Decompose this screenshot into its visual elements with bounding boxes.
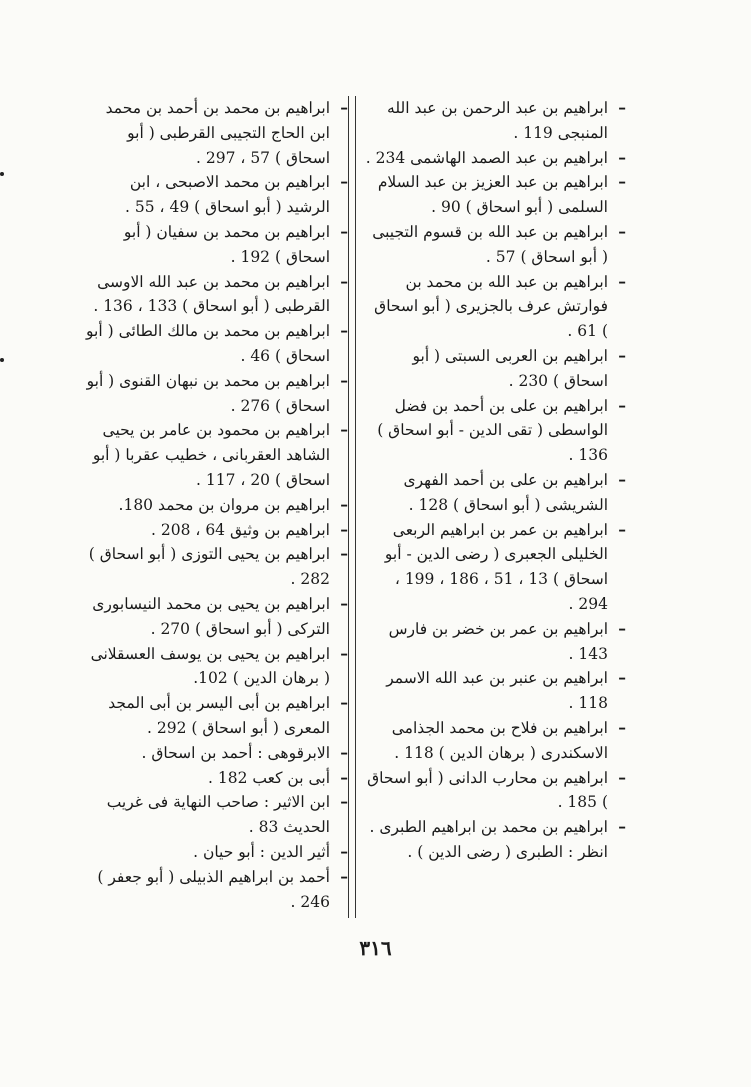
entry-text: ابراهيم بن عبد الصمد الهاشمى 234 . xyxy=(365,148,608,167)
entry-text: ابراهيم بن أبى اليسر بن أبى المجد المعرى ( أبو اسحاق ) 292 . xyxy=(108,694,330,737)
entry-text: أبى بن كعب 182 . xyxy=(208,768,330,787)
index-entry xyxy=(364,96,626,146)
index-entry xyxy=(86,270,348,320)
entry-dash: – xyxy=(340,494,348,514)
margin-speck xyxy=(0,172,4,176)
index-column-left xyxy=(86,96,348,914)
entry-text: ابراهيم بن العربى السبتى ( أبو اسحاق ) 230 . xyxy=(412,346,608,390)
index-entry xyxy=(364,815,626,865)
entry-dash: – xyxy=(340,866,348,886)
entry-text: ابراهيم بن محمد بن نبهان القنوى ( أبو اسحاق ) 276 . xyxy=(86,371,330,415)
entry-text: الابرقوهى : أحمد بن اسحاق . xyxy=(141,743,330,762)
index-entry xyxy=(86,369,348,419)
entry-dash: – xyxy=(618,147,626,167)
entry-text: ابراهيم بن عبد الرحمن بن عبد الله المنبجى 119 . xyxy=(387,99,608,142)
entry-dash: – xyxy=(340,321,348,341)
entry-text: ابراهيم بن محمد الاصبحى ، ابن الرشيد ( أبو اسحاق ) 49 ، 55 . xyxy=(125,173,330,217)
entry-dash: – xyxy=(340,271,348,291)
entry-dash: – xyxy=(618,395,626,415)
entry-text: ابراهيم بن على بن أحمد الفهرى الشريشى ( أبو اسحاق ) 128 . xyxy=(403,470,608,514)
index-entry xyxy=(364,394,626,468)
entry-text: ابراهيم بن يحيى بن يوسف العسقلانى ( برهان الدين ) 102. xyxy=(90,644,330,688)
index-entry xyxy=(86,865,348,915)
entry-dash: – xyxy=(340,841,348,861)
index-entry xyxy=(86,220,348,270)
entry-text: ابراهيم بن محمد بن عبد الله الاوسى القرطبى ( أبو اسحاق ) 133 ، 136 . xyxy=(93,272,330,316)
index-entry xyxy=(364,716,626,766)
entry-dash: – xyxy=(340,370,348,390)
index-entry xyxy=(364,518,626,617)
entry-text: ابراهيم بن محمود بن عامر بن يحيى الشاهد العقربانى ، خطيب عقربا ( أبو اسحاق ) 20 ، 117 . xyxy=(92,421,330,489)
index-entry xyxy=(86,319,348,369)
index-entry xyxy=(86,840,348,865)
entry-text: ابراهيم بن محمد بن سفيان ( أبو اسحاق ) 192 . xyxy=(123,222,330,266)
entry-dash: – xyxy=(618,668,626,688)
entry-text: ابراهيم بن مروان بن محمد 180. xyxy=(118,495,330,514)
index-entry xyxy=(86,766,348,791)
entry-text: ابراهيم بن فلاح بن محمد الجذامى الاسكندرى ( برهان الدين ) 118 . xyxy=(391,718,608,762)
column-divider xyxy=(348,96,356,918)
entry-dash: – xyxy=(340,544,348,564)
entry-dash: – xyxy=(618,172,626,192)
index-entry xyxy=(86,642,348,692)
entry-text: ابراهيم بن على بن أحمد بن فضل الواسطى ( تقى الدين - أبو اسحاق ) 136 . xyxy=(377,396,608,465)
entry-text: ابراهيم بن محمد بن ابراهيم الطبرى . انظر : الطبرى ( رضى الدين ) . xyxy=(369,818,608,861)
entry-dash: – xyxy=(618,345,626,365)
entry-text: ابراهيم بن محمد بن أحمد بن محمد ابن الحاج التجيبى القرطبى ( أبو اسحاق ) 57 ، 297 . xyxy=(105,99,330,167)
entry-text: ابراهيم بن وثيق 64 ، 208 . xyxy=(151,520,330,539)
margin-speck xyxy=(0,358,4,362)
entry-dash: – xyxy=(340,643,348,663)
index-entry xyxy=(364,220,626,270)
entry-dash: – xyxy=(618,221,626,241)
entry-dash: – xyxy=(618,271,626,291)
index-entry xyxy=(86,418,348,492)
index-entry xyxy=(364,344,626,394)
entry-text: ابن الاثير : صاحب النهاية فى غريب الحديث 83 . xyxy=(106,793,330,837)
entry-dash: – xyxy=(618,519,626,539)
entry-text: ابراهيم بن عنبر بن عبد الله الاسمر 118 . xyxy=(386,669,608,713)
entry-text: ابراهيم بن عمر بن ابراهيم الربعى الخليلى الجعبرى ( رضى الدين - أبو اسحاق ) 13 ، 51 ، 186 ، 199 ، 294 . xyxy=(384,520,608,613)
entry-text: ابراهيم بن عمر بن خضر بن فارس 143 . xyxy=(388,619,608,663)
index-entry xyxy=(364,146,626,171)
index-entry xyxy=(364,617,626,667)
index-entry xyxy=(86,592,348,642)
entry-dash: – xyxy=(340,420,348,440)
entry-dash: – xyxy=(618,469,626,489)
entry-text: ابراهيم بن يحيى بن محمد النيسابورى التركى ( أبو اسحاق ) 270 . xyxy=(92,594,330,638)
entry-dash: – xyxy=(618,618,626,638)
index-entry xyxy=(86,741,348,766)
entry-dash: – xyxy=(340,742,348,762)
index-entry xyxy=(86,691,348,741)
index-entry xyxy=(364,666,626,716)
entry-dash: – xyxy=(340,172,348,192)
index-entry xyxy=(364,766,626,816)
entry-text: أثير الدين : أبو حيان . xyxy=(193,842,330,861)
entry-text: أحمد بن ابراهيم الذبيلى ( أبو جعفر ) 246 . xyxy=(97,867,330,911)
index-entry xyxy=(86,170,348,220)
entry-dash: – xyxy=(340,519,348,539)
entry-text: ابراهيم بن عبد الله بن قسوم التجيبى ( أبو اسحاق ) 57 . xyxy=(372,222,608,266)
entry-dash: – xyxy=(340,693,348,713)
entry-dash: – xyxy=(618,98,626,117)
index-column-right xyxy=(364,96,626,865)
entry-text: ابراهيم بن يحيى التوزى ( أبو اسحاق ) 282 . xyxy=(88,545,330,589)
entry-dash: – xyxy=(340,593,348,613)
entry-dash: – xyxy=(340,792,348,812)
entry-text: ابراهيم بن محمد بن مالك الطائى ( أبو اسحاق ) 46 . xyxy=(86,322,330,365)
entry-text: ابراهيم بن محارب الدانى ( أبو اسحاق ) 185 . xyxy=(367,768,608,812)
entry-dash: – xyxy=(340,98,348,117)
index-entry xyxy=(86,790,348,840)
index-entry xyxy=(364,270,626,344)
entry-dash: – xyxy=(618,817,626,837)
entry-dash: – xyxy=(340,767,348,787)
entry-dash: – xyxy=(340,221,348,241)
entry-text: ابراهيم بن عبد الله بن محمد بن فوارتش عرف بالجزيرى ( أبو اسحاق ) 61 . xyxy=(374,272,608,341)
index-entry xyxy=(364,170,626,220)
index-entry xyxy=(86,518,348,543)
page-number: ٣١٦ xyxy=(359,936,392,960)
index-entry xyxy=(86,96,348,170)
index-entry xyxy=(364,468,626,518)
entry-text: ابراهيم بن عبد العزيز بن عبد السلام السلمى ( أبو اسحاق ) 90 . xyxy=(377,173,608,217)
index-entry xyxy=(86,542,348,592)
entry-dash: – xyxy=(618,767,626,787)
index-entry xyxy=(86,493,348,518)
entry-dash: – xyxy=(618,717,626,737)
